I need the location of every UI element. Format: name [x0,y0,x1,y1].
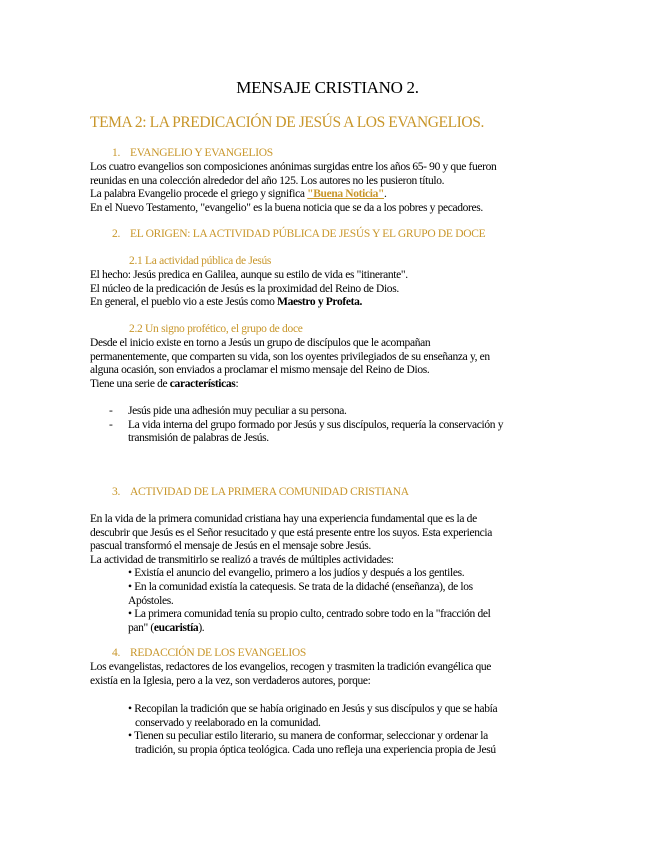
paragraph-line: En el Nuevo Testamento, "evangelio" es la buena noticia que se da a los pobres y pecadores. [90,201,483,214]
paragraph-line: pascual transformó el mensaje de Jesús en el mensaje sobre Jesús. [90,540,371,553]
text-run: Tiene una serie de [90,377,170,390]
section-3-heading-text: ACTIVIDAD DE LA PRIMERA COMUNIDAD CRISTIANA [130,486,409,498]
maestro-profeta-bold: Maestro y Profeta. [277,296,362,309]
paragraph-line [90,378,560,392]
document-title: MENSAJE CRISTIANO 2. [236,78,419,97]
paragraph-line [90,296,560,310]
section-2-heading-text: EL ORIGEN: LA ACTIVIDAD PÚBLICA DE JESÚS Y EL GRUPO DE DOCE [130,228,486,240]
dash-line: Jesús pide una adhesión muy peculiar a su persona. [128,405,347,417]
section-3-body [90,513,560,635]
text-run: ). [198,621,205,634]
section-4-heading [112,647,306,659]
dash-item [90,419,560,446]
bullet-line: tradición, su propia óptica teológica. Cada uno refleja una experiencia propia de Jesú [135,743,496,756]
paragraph-line: Los evangelistas, redactores de los evangelios, recogen y trasmiten la tradición evangélica que [90,661,492,673]
paragraph-line: Los cuatro evangelios son composiciones anónimas surgidas entre los años 65- 90 y que fueron [90,161,497,173]
section-3-number: 3. [112,486,121,498]
dash-text [128,419,558,446]
section-4-body [90,661,560,688]
bullet-line: Apóstoles. [128,594,174,607]
eucaristia-bold: eucaristía [153,621,199,634]
section-2-heading [112,228,485,240]
section-1-heading [112,147,273,159]
dash-list [90,405,560,446]
bullet-line: • Tienen su peculiar estilo literario, su manera de conformar, seleccionar y ordenar la [128,730,488,743]
bullet-line: • Existía el anuncio del evangelio, primero a los judíos y después a los gentiles. [128,567,465,580]
dash-line: transmisión de palabras de Jesús. [128,432,269,445]
text-run: pan" ( [128,621,154,634]
subsection-2-1-heading: 2.1 La actividad pública de Jesús [129,255,272,267]
bullet-line: • En la comunidad existía la catequesis. Se trata de la didaché (enseñanza), de los [128,580,473,593]
dash-text [128,405,558,419]
text-run: . [384,188,387,201]
dash-line: La vida interna del grupo formado por Jesús y sus discípulos, requería la conservación y [128,418,504,431]
paragraph-line: permanentemente, que comparten su vida, son los oyentes privilegiados de su enseñanza y, en [90,350,490,363]
paragraph-line: Desde el inicio existe en torno a Jesús un grupo de discípulos que le acompañan [90,337,431,349]
paragraph-line: existía en la Iglesia, pero a la vez, son verdaderos autores, porque: [90,674,371,687]
section-3-heading [112,486,409,498]
caracteristicas-bold: características [169,377,236,390]
paragraph-line: El núcleo de la predicación de Jesús es la proximidad del Reino de Dios. [90,282,399,295]
section-2-number: 2. [112,228,121,240]
paragraph-line [90,188,560,202]
section-1-body [90,161,560,215]
tema-heading: TEMA 2: LA PREDICACIÓN DE JESÚS A LOS EVANGELIOS. [90,114,484,131]
section-4-bullets [90,703,560,757]
bullet-line [90,622,560,636]
bullet-line: • La primera comunidad tenía su propio culto, centrado sobre todo en la "fracción del [128,608,491,621]
bullet-line: • Recopilan la tradición que se había originado en Jesús y sus discípulos y que se había [128,703,498,715]
subsection-2-2-heading: 2.2 Un signo profético, el grupo de doce [129,323,303,335]
paragraph-line: La actividad de transmitirlo se realizó a través de múltiples actividades: [90,553,394,566]
paragraph-line: reunidas en una colección alrededor del año 125. Los autores no les pusieron título. [90,174,445,187]
paragraph-line: El hecho: Jesús predica en Galilea, aunque su estilo de vida es "itinerante". [90,269,408,281]
text-run: En general, el pueblo vio a este Jesús como [90,296,278,309]
dash-marker: - [109,418,113,431]
section-4-heading-text: REDACCIÓN DE LOS EVANGELIOS [130,647,307,659]
subsection-2-2-body [90,337,560,391]
subsection-2-1-body [90,269,560,310]
section-4-number: 4. [112,647,121,659]
text-run: : [235,377,239,390]
section-1-number: 1. [112,147,121,159]
paragraph-line: En la vida de la primera comunidad cristiana hay una experiencia fundamental que es la de [90,513,477,525]
paragraph-line: alguna ocasión, son enviados a proclamar el mismo mensaje del Reino de Dios. [90,364,430,377]
dash-item [90,405,560,419]
buena-noticia-highlight: "Buena Noticia" [307,188,385,201]
paragraph-line: descubrir que Jesús es el Señor resucitado y que está presente entre los suyos. Esta experiencia [90,526,492,539]
dash-marker: - [109,405,113,417]
bullet-line: conservado y reelaborado en la comunidad. [135,716,321,729]
text-run: La palabra Evangelio procede el griego y significa [90,188,308,201]
section-1-heading-text: EVANGELIO Y EVANGELIOS [130,147,273,159]
